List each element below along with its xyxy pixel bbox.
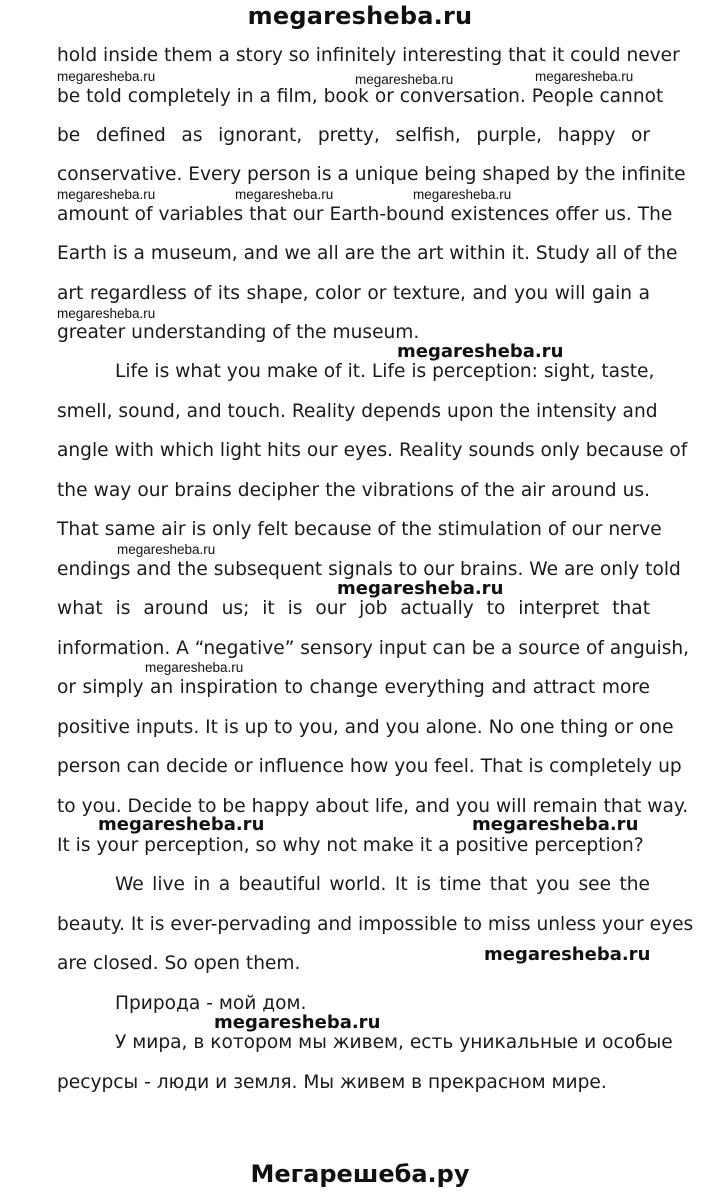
paragraph-first-line: Life is what you make of it. Life is perception: sight, taste, [115,361,655,382]
text-line: greater understanding of the museum. [57,322,420,343]
watermark-large: megaresheba.ru [484,944,651,965]
watermark-small: megaresheba.ru [413,187,512,202]
watermark-small: megaresheba.ru [535,69,634,84]
text-line: beauty. It is ever-pervading and impossible to miss unless your eyes [57,914,694,935]
text-line: endings and the subsequent signals to our brains. We are only told [57,559,681,580]
text-line: positive inputs. It is up to you, and you alone. No one thing or one [57,717,674,738]
text-line: conservative. Every person is a unique being shaped by the infinite [57,164,686,185]
text-line: angle with which light hits our eyes. Reality sounds only because of [57,440,688,461]
watermark-small: megaresheba.ru [117,542,216,557]
watermark-small: megaresheba.ru [57,187,156,202]
text-line: or simply an inspiration to change everything and attract more [57,677,650,698]
text-line: art regardless of its shape, color or texture, and you will gain a [57,283,650,304]
text-line: information. A “negative” sensory input can be a source of anguish, [57,638,690,659]
text-line: person can decide or influence how you feel. That is completely up [57,756,682,777]
watermark-small: megaresheba.ru [235,187,334,202]
text-line: amount of variables that our Earth-bound existences offer us. The [57,204,673,225]
text-line: smell, sound, and touch. Reality depends upon the intensity and [57,401,658,422]
watermark-small: megaresheba.ru [355,72,454,87]
watermark-large: megaresheba.ru [337,578,504,599]
site-footer-title: Мегарешеба.ру [250,1160,470,1188]
text-line: are closed. So open them. [57,953,301,974]
watermark-large: megaresheba.ru [98,814,265,835]
paragraph-first-line: У мира, в котором мы живем, есть уникальные и особые [115,1032,673,1053]
text-line: Earth is a museum, and we all are the art within it. Study all of the [57,243,678,264]
watermark-small: megaresheba.ru [57,306,156,321]
watermark-large: megaresheba.ru [214,1012,381,1033]
text-line: hold inside them a story so infinitely interesting that it could never [57,45,680,66]
paragraph-first-line: We live in a beautiful world. It is time that you see the [115,874,650,895]
text-line: ресурсы - люди и земля. Мы живем в прекрасном мире. [57,1072,607,1093]
text-line: to you. Decide to be happy about life, and you will remain that way. [57,796,689,817]
watermark-large: megaresheba.ru [472,814,639,835]
site-header-title: megaresheba.ru [247,2,473,30]
text-line: It is your perception, so why not make it a positive perception? [57,835,644,856]
text-line: the way our brains decipher the vibrations of the air around us. [57,480,650,501]
watermark-large: megaresheba.ru [397,341,564,362]
paragraph-first-line: Природа - мой дом. [115,993,307,1014]
watermark-small: megaresheba.ru [57,69,156,84]
text-line: That same air is only felt because of the stimulation of our nerve [57,519,662,540]
watermark-small: megaresheba.ru [145,660,244,675]
text-line: what is around us; it is our job actually to interpret that [57,598,650,619]
text-line: be defined as ignorant, pretty, selfish, purple, happy or [57,125,650,146]
text-line: be told completely in a film, book or conversation. People cannot [57,86,664,107]
